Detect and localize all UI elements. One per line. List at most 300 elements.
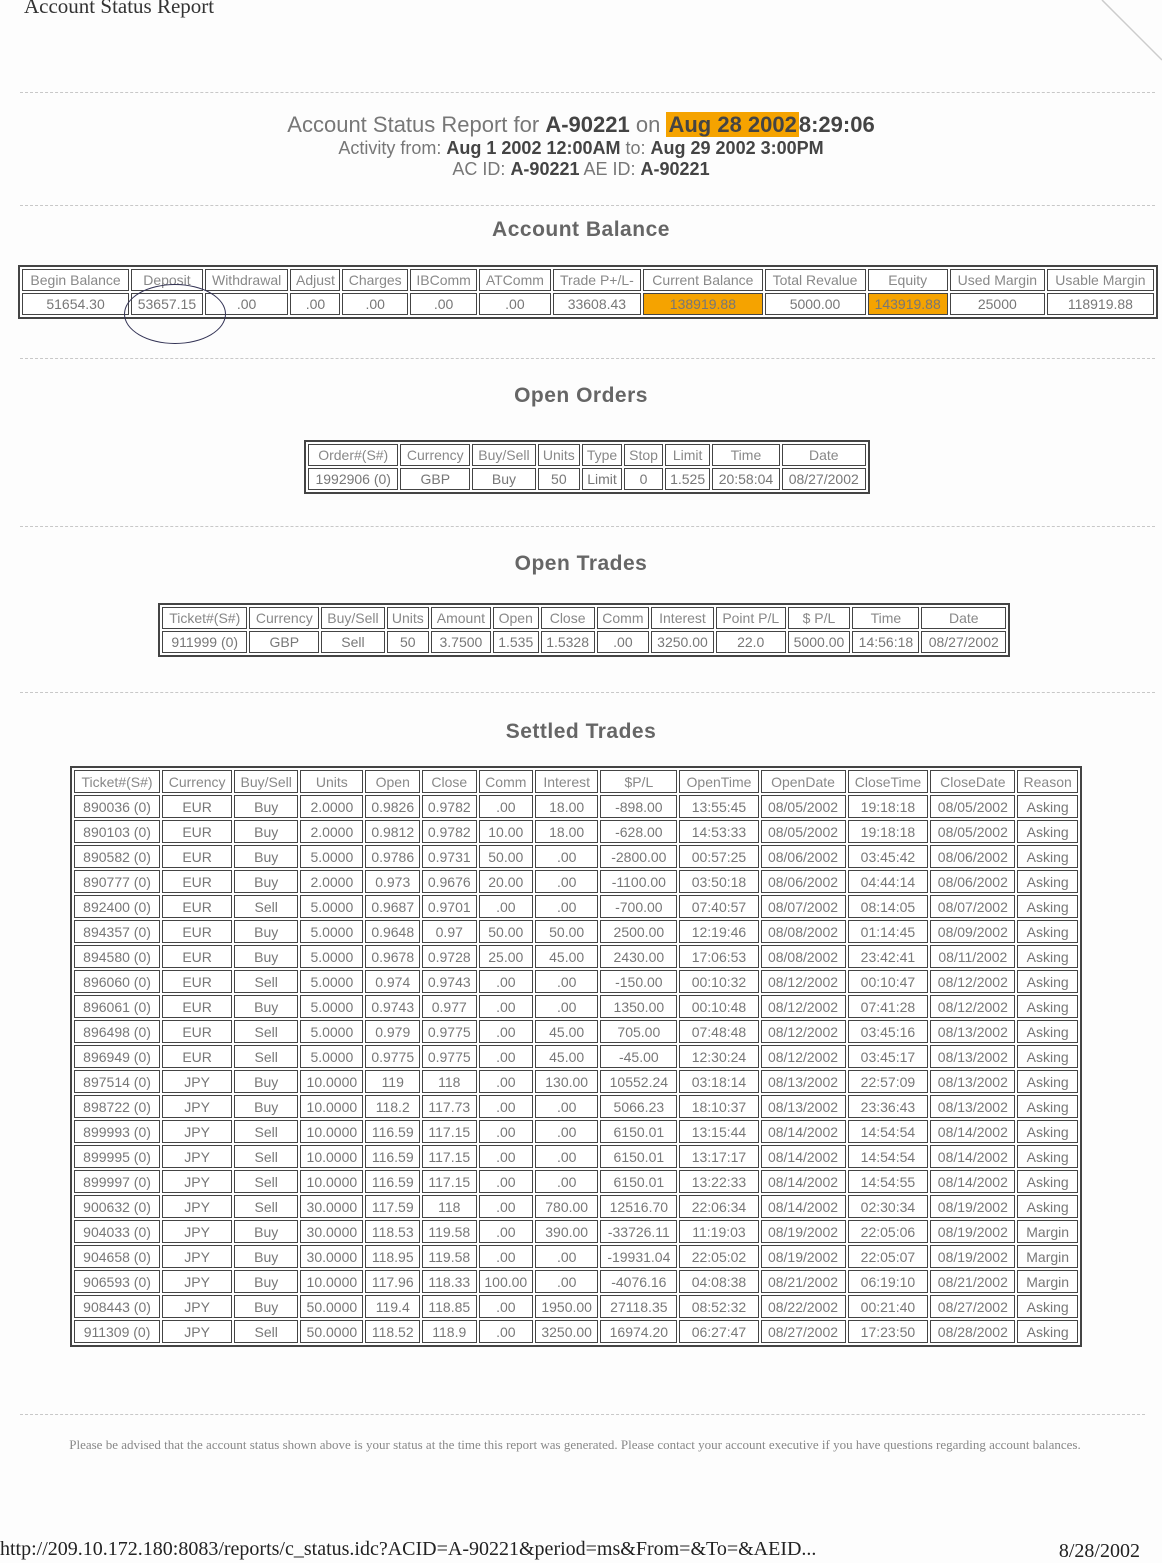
table-cell: 08:14:05 — [848, 895, 929, 918]
table-cell: 0.974 — [365, 970, 420, 993]
account-balance-title: Account Balance — [492, 218, 670, 241]
table-cell: .00 — [535, 845, 598, 868]
table-cell: 00:21:40 — [848, 1295, 929, 1318]
table-cell: Buy — [472, 468, 536, 490]
table-cell: 08/14/2002 — [930, 1145, 1015, 1168]
column-header: Reason — [1017, 770, 1078, 793]
table-cell: 0.9775 — [422, 1045, 477, 1068]
table-cell: JPY — [162, 1220, 232, 1243]
table-cell: 08/08/2002 — [761, 920, 846, 943]
table-cell: 118 — [422, 1195, 477, 1218]
table-cell: EUR — [162, 795, 232, 818]
table-cell: EUR — [162, 895, 232, 918]
table-cell: -1100.00 — [600, 870, 677, 893]
table-cell: 00:57:25 — [679, 845, 758, 868]
activity-to: Aug 29 2002 3:00PM — [650, 138, 824, 158]
table-cell: 03:45:17 — [848, 1045, 929, 1068]
table-cell: JPY — [162, 1270, 232, 1293]
table-cell: 118.53 — [365, 1220, 420, 1243]
table-cell: 0.977 — [422, 995, 477, 1018]
table-cell: 22:05:06 — [848, 1220, 929, 1243]
table-cell: 890777 (0) — [74, 870, 160, 893]
column-header: Ticket#(S#) — [74, 770, 160, 793]
ae-id-value: A-90221 — [640, 159, 710, 179]
table-cell: .00 — [479, 970, 534, 993]
table-cell: 08/06/2002 — [761, 870, 846, 893]
table-cell: 897514 (0) — [74, 1070, 160, 1093]
table-cell: 5000.00 — [788, 631, 851, 653]
table-cell: 22:57:09 — [848, 1070, 929, 1093]
table-cell: EUR — [162, 995, 232, 1018]
table-cell: 899995 (0) — [74, 1145, 160, 1168]
table-cell: 0.9812 — [365, 820, 420, 843]
table-cell: 20.00 — [479, 870, 534, 893]
table-cell: Asking — [1017, 895, 1078, 918]
table-cell: Asking — [1017, 1295, 1078, 1318]
table-row — [74, 1045, 1078, 1068]
table-cell: 780.00 — [535, 1195, 598, 1218]
table-row — [74, 1220, 1078, 1243]
table-cell: 904658 (0) — [74, 1245, 160, 1268]
print-url[interactable]: http://209.10.172.180:8083/reports/c_status.idc?ACID=A-90221&period=ms&From=&To=&AEID... — [0, 1538, 817, 1560]
table-header-row — [162, 607, 1006, 629]
table-cell: 5.0000 — [300, 945, 363, 968]
table-cell: 5.0000 — [300, 970, 363, 993]
table-cell: 08/12/2002 — [930, 995, 1015, 1018]
column-header: Date — [782, 444, 866, 466]
table-cell: EUR — [162, 1045, 232, 1068]
table-cell: JPY — [162, 1095, 232, 1118]
table-cell: 08/13/2002 — [930, 1020, 1015, 1043]
table-cell: 08/05/2002 — [761, 795, 846, 818]
table-cell: JPY — [162, 1195, 232, 1218]
table-cell: 2500.00 — [600, 920, 677, 943]
table-row — [74, 895, 1078, 918]
table-cell: 5.0000 — [300, 1020, 363, 1043]
table-cell: 138919.88 — [643, 293, 762, 315]
open-orders-title: Open Orders — [514, 384, 648, 407]
table-cell: 0.9676 — [422, 870, 477, 893]
table-cell: 12:30:24 — [679, 1045, 758, 1068]
table-cell: 22:05:02 — [679, 1245, 758, 1268]
account-id: A-90221 — [545, 112, 630, 137]
footer-disclaimer: Please be advised that the account status shown above is your status at the time this report was generated. Please contact your account executive if you have questions regarding account balances. — [69, 1437, 1081, 1452]
table-cell: 08/21/2002 — [761, 1270, 846, 1293]
table-cell: 06:19:10 — [848, 1270, 929, 1293]
open-trades-table — [158, 603, 1010, 657]
table-cell: 0.9701 — [422, 895, 477, 918]
table-cell: EUR — [162, 1020, 232, 1043]
table-cell: 08/19/2002 — [930, 1195, 1015, 1218]
table-cell: 50.00 — [479, 845, 534, 868]
table-cell: 906593 (0) — [74, 1270, 160, 1293]
table-cell: 17:23:50 — [848, 1320, 929, 1343]
table-cell: 03:18:14 — [679, 1070, 758, 1093]
table-row — [74, 820, 1078, 843]
column-header: CloseDate — [930, 770, 1015, 793]
column-header: Total Revalue — [765, 269, 866, 291]
table-cell: Sell — [234, 895, 298, 918]
table-cell: 117.15 — [422, 1120, 477, 1143]
open-orders-table — [304, 440, 870, 494]
table-cell: EUR — [162, 945, 232, 968]
table-cell: 30.0000 — [300, 1195, 363, 1218]
table-cell: .00 — [535, 970, 598, 993]
table-cell: 10.0000 — [300, 1070, 363, 1093]
table-cell: 23:36:43 — [848, 1095, 929, 1118]
table-cell: 890582 (0) — [74, 845, 160, 868]
table-cell: JPY — [162, 1295, 232, 1318]
table-cell: .00 — [479, 795, 534, 818]
table-cell: 07:40:57 — [679, 895, 758, 918]
table-cell: 08/14/2002 — [930, 1120, 1015, 1143]
table-cell: 08/09/2002 — [930, 920, 1015, 943]
open-trades-title: Open Trades — [514, 552, 648, 575]
pen-circle-mark — [124, 284, 226, 344]
column-header: Comm — [479, 770, 534, 793]
table-cell: 22:05:07 — [848, 1245, 929, 1268]
table-row — [74, 1170, 1078, 1193]
table-cell: Asking — [1017, 995, 1078, 1018]
table-cell: 10.0000 — [300, 1270, 363, 1293]
activity-label: Activity from: — [338, 138, 442, 158]
table-cell: 22.0 — [716, 631, 786, 653]
table-cell: -2800.00 — [600, 845, 677, 868]
table-row — [74, 1120, 1078, 1143]
table-cell: -898.00 — [600, 795, 677, 818]
table-cell: 0.9728 — [422, 945, 477, 968]
table-cell: 08/12/2002 — [930, 970, 1015, 993]
table-cell: Sell — [234, 970, 298, 993]
table-cell: 08/05/2002 — [930, 820, 1015, 843]
table-cell: 08/27/2002 — [782, 468, 866, 490]
table-cell: 14:56:18 — [852, 631, 919, 653]
table-cell: 6150.01 — [600, 1120, 677, 1143]
table-cell: EUR — [162, 920, 232, 943]
table-cell: Sell — [234, 1195, 298, 1218]
report-header — [0, 112, 1162, 180]
table-cell: 18.00 — [535, 795, 598, 818]
table-cell: 5000.00 — [765, 293, 866, 315]
table-cell: -700.00 — [600, 895, 677, 918]
table-cell: 45.00 — [535, 1045, 598, 1068]
table-cell: 04:08:38 — [679, 1270, 758, 1293]
table-cell: 08/11/2002 — [930, 945, 1015, 968]
table-cell: 45.00 — [535, 1020, 598, 1043]
table-cell: 19:18:18 — [848, 820, 929, 843]
table-cell: -19931.04 — [600, 1245, 677, 1268]
table-cell: 118.33 — [422, 1270, 477, 1293]
table-cell: 10.0000 — [300, 1120, 363, 1143]
table-cell: Sell — [234, 1120, 298, 1143]
table-cell: .00 — [479, 995, 534, 1018]
table-cell: 03:45:16 — [848, 1020, 929, 1043]
table-cell: Asking — [1017, 1020, 1078, 1043]
table-cell: 00:10:32 — [679, 970, 758, 993]
column-header: $ P/L — [788, 607, 851, 629]
table-row — [74, 995, 1078, 1018]
table-cell: .00 — [479, 1120, 534, 1143]
table-cell: 08/27/2002 — [761, 1320, 846, 1343]
table-cell: Buy — [234, 1220, 298, 1243]
table-cell: 13:15:44 — [679, 1120, 758, 1143]
table-cell: JPY — [162, 1245, 232, 1268]
table-cell: Buy — [234, 1270, 298, 1293]
table-cell: 896949 (0) — [74, 1045, 160, 1068]
table-row — [74, 795, 1078, 818]
table-cell: 911309 (0) — [74, 1320, 160, 1343]
table-cell: 119 — [365, 1070, 420, 1093]
table-cell: 0.9826 — [365, 795, 420, 818]
table-cell: EUR — [162, 970, 232, 993]
table-header-row — [308, 444, 866, 466]
table-cell: 3250.00 — [651, 631, 714, 653]
table-cell: .00 — [479, 1195, 534, 1218]
table-cell: 10552.24 — [600, 1070, 677, 1093]
table-row — [308, 468, 866, 490]
table-cell: 30.0000 — [300, 1245, 363, 1268]
report-time: 8:29:06 — [798, 112, 875, 137]
table-cell: 53657.15 — [131, 293, 203, 315]
column-header: Open — [365, 770, 420, 793]
table-cell: 5.0000 — [300, 845, 363, 868]
table-cell: .00 — [479, 1320, 534, 1343]
table-cell: 6150.01 — [600, 1170, 677, 1193]
table-cell: 117.96 — [365, 1270, 420, 1293]
table-cell: 0.9782 — [422, 795, 477, 818]
table-cell: 13:55:45 — [679, 795, 758, 818]
table-cell: 116.59 — [365, 1170, 420, 1193]
column-header: IBComm — [410, 269, 477, 291]
table-cell: 08/22/2002 — [761, 1295, 846, 1318]
table-row — [74, 1070, 1078, 1093]
column-header: Type — [582, 444, 622, 466]
table-cell: GBP — [400, 468, 470, 490]
table-cell: Sell — [234, 1145, 298, 1168]
table-cell: 08/06/2002 — [930, 845, 1015, 868]
table-cell: 2.0000 — [300, 795, 363, 818]
table-cell: 08/06/2002 — [930, 870, 1015, 893]
table-header-row — [74, 770, 1078, 793]
table-cell: Sell — [234, 1045, 298, 1068]
table-cell: 08/13/2002 — [930, 1045, 1015, 1068]
table-cell: 20:58:04 — [712, 468, 779, 490]
table-cell: Buy — [234, 1245, 298, 1268]
table-cell: 50.00 — [479, 920, 534, 943]
table-cell: 0.979 — [365, 1020, 420, 1043]
column-header: CloseTime — [848, 770, 929, 793]
table-cell: 08/19/2002 — [930, 1220, 1015, 1243]
table-cell: 08/06/2002 — [761, 845, 846, 868]
table-cell: JPY — [162, 1320, 232, 1343]
table-cell: .00 — [535, 1095, 598, 1118]
table-cell: 0.9731 — [422, 845, 477, 868]
table-row — [74, 970, 1078, 993]
table-cell: EUR — [162, 870, 232, 893]
table-cell: 23:42:41 — [848, 945, 929, 968]
table-cell: 5.0000 — [300, 995, 363, 1018]
table-cell: .00 — [535, 1270, 598, 1293]
table-cell: 08/14/2002 — [761, 1195, 846, 1218]
column-header: Equity — [868, 269, 948, 291]
table-cell: .00 — [535, 870, 598, 893]
table-cell: 117.59 — [365, 1195, 420, 1218]
table-cell: 117.15 — [422, 1170, 477, 1193]
activity-from: Aug 1 2002 12:00AM — [446, 138, 621, 158]
column-header: Withdrawal — [205, 269, 289, 291]
table-cell: Margin — [1017, 1270, 1078, 1293]
table-cell: 08/19/2002 — [761, 1245, 846, 1268]
table-cell: 25000 — [950, 293, 1045, 315]
table-cell: .00 — [535, 995, 598, 1018]
table-cell: 10.00 — [479, 820, 534, 843]
table-cell: 50 — [387, 631, 429, 653]
table-row — [74, 1245, 1078, 1268]
activity-to-label: to: — [625, 138, 646, 158]
column-header: Close — [422, 770, 477, 793]
table-cell: Asking — [1017, 820, 1078, 843]
table-cell: 0.9743 — [365, 995, 420, 1018]
table-cell: .00 — [479, 895, 534, 918]
table-cell: Asking — [1017, 1120, 1078, 1143]
table-cell: 119.58 — [422, 1245, 477, 1268]
table-cell: 00:10:47 — [848, 970, 929, 993]
table-row — [74, 1270, 1078, 1293]
table-cell: 10.0000 — [300, 1170, 363, 1193]
table-cell: Asking — [1017, 970, 1078, 993]
table-cell: EUR — [162, 845, 232, 868]
table-cell: 5.0000 — [300, 920, 363, 943]
column-header: Interest — [535, 770, 598, 793]
table-cell: 0 — [624, 468, 663, 490]
table-cell: Buy — [234, 920, 298, 943]
table-cell: Asking — [1017, 1320, 1078, 1343]
table-cell: 2.0000 — [300, 870, 363, 893]
table-cell: 0.9782 — [422, 820, 477, 843]
table-cell: Buy — [234, 845, 298, 868]
table-cell: 08/12/2002 — [761, 970, 846, 993]
ac-id-value: A-90221 — [510, 159, 580, 179]
table-row — [74, 1295, 1078, 1318]
table-cell: .00 — [410, 293, 477, 315]
table-cell: 6150.01 — [600, 1145, 677, 1168]
table-cell: .00 — [597, 631, 649, 653]
table-cell: GBP — [249, 631, 319, 653]
table-cell: 27118.35 — [600, 1295, 677, 1318]
table-cell: 08/12/2002 — [761, 995, 846, 1018]
table-cell: 0.9786 — [365, 845, 420, 868]
report-date: Aug 28 2002 — [668, 112, 797, 137]
column-header: Currency — [249, 607, 319, 629]
table-cell: 2430.00 — [600, 945, 677, 968]
column-header: Currency — [162, 770, 232, 793]
column-header: Ticket#(S#) — [162, 607, 247, 629]
table-cell: 899997 (0) — [74, 1170, 160, 1193]
table-cell: 50 — [538, 468, 580, 490]
column-header: Deposit — [131, 269, 203, 291]
column-header: OpenDate — [761, 770, 846, 793]
table-cell: 896498 (0) — [74, 1020, 160, 1043]
table-cell: .00 — [479, 1170, 534, 1193]
table-cell: .00 — [290, 293, 340, 315]
table-cell: 13:22:33 — [679, 1170, 758, 1193]
table-cell: 898722 (0) — [74, 1095, 160, 1118]
table-cell: .00 — [479, 1220, 534, 1243]
table-row — [74, 1195, 1078, 1218]
column-header: OpenTime — [679, 770, 758, 793]
table-cell: 08/13/2002 — [761, 1095, 846, 1118]
column-header: Adjust — [290, 269, 340, 291]
divider — [20, 1414, 1145, 1415]
table-cell: 08/08/2002 — [761, 945, 846, 968]
table-cell: 118 — [422, 1070, 477, 1093]
report-title-line — [0, 112, 1162, 138]
column-header: Comm — [597, 607, 649, 629]
table-cell: 5066.23 — [600, 1095, 677, 1118]
table-cell: 18:10:37 — [679, 1095, 758, 1118]
column-header: Time — [712, 444, 779, 466]
table-cell: 899993 (0) — [74, 1120, 160, 1143]
table-cell: 904033 (0) — [74, 1220, 160, 1243]
table-cell: 07:41:28 — [848, 995, 929, 1018]
table-cell: 117.73 — [422, 1095, 477, 1118]
table-cell: 10.0000 — [300, 1095, 363, 1118]
table-cell: 12516.70 — [600, 1195, 677, 1218]
table-cell: 51654.30 — [22, 293, 129, 315]
table-cell: 04:44:14 — [848, 870, 929, 893]
ae-id-label: AE ID: — [583, 159, 636, 179]
table-cell: .00 — [535, 1170, 598, 1193]
table-cell: 14:54:54 — [848, 1120, 929, 1143]
table-cell: .00 — [479, 1245, 534, 1268]
table-cell: -45.00 — [600, 1045, 677, 1068]
column-header: Trade P+/L- — [553, 269, 642, 291]
table-cell: Buy — [234, 945, 298, 968]
table-row — [74, 1145, 1078, 1168]
table-cell: -4076.16 — [600, 1270, 677, 1293]
activity-range-line — [0, 138, 1162, 159]
settled-trades-table — [70, 766, 1082, 1347]
column-header: Used Margin — [950, 269, 1045, 291]
table-cell: 143919.88 — [868, 293, 948, 315]
table-cell: 900632 (0) — [74, 1195, 160, 1218]
table-cell: 3250.00 — [535, 1320, 598, 1343]
column-header: Currency — [400, 444, 470, 466]
table-cell: .00 — [535, 1120, 598, 1143]
column-header: Time — [852, 607, 919, 629]
table-cell: 11:19:03 — [679, 1220, 758, 1243]
table-cell: -150.00 — [600, 970, 677, 993]
table-cell: 896061 (0) — [74, 995, 160, 1018]
table-cell: 17:06:53 — [679, 945, 758, 968]
table-cell: -33726.11 — [600, 1220, 677, 1243]
table-cell: 03:45:42 — [848, 845, 929, 868]
on-label: on — [635, 112, 661, 137]
table-cell: Sell — [234, 1170, 298, 1193]
table-cell: Asking — [1017, 1095, 1078, 1118]
table-cell: 30.0000 — [300, 1220, 363, 1243]
table-cell: 0.973 — [365, 870, 420, 893]
table-cell: 08/13/2002 — [930, 1095, 1015, 1118]
table-cell: 2.0000 — [300, 820, 363, 843]
table-cell: 08:52:32 — [679, 1295, 758, 1318]
table-cell: 1950.00 — [535, 1295, 598, 1318]
table-row — [162, 631, 1006, 653]
divider — [20, 358, 1155, 359]
table-cell: 0.9678 — [365, 945, 420, 968]
table-cell: -628.00 — [600, 820, 677, 843]
table-cell: 06:27:47 — [679, 1320, 758, 1343]
